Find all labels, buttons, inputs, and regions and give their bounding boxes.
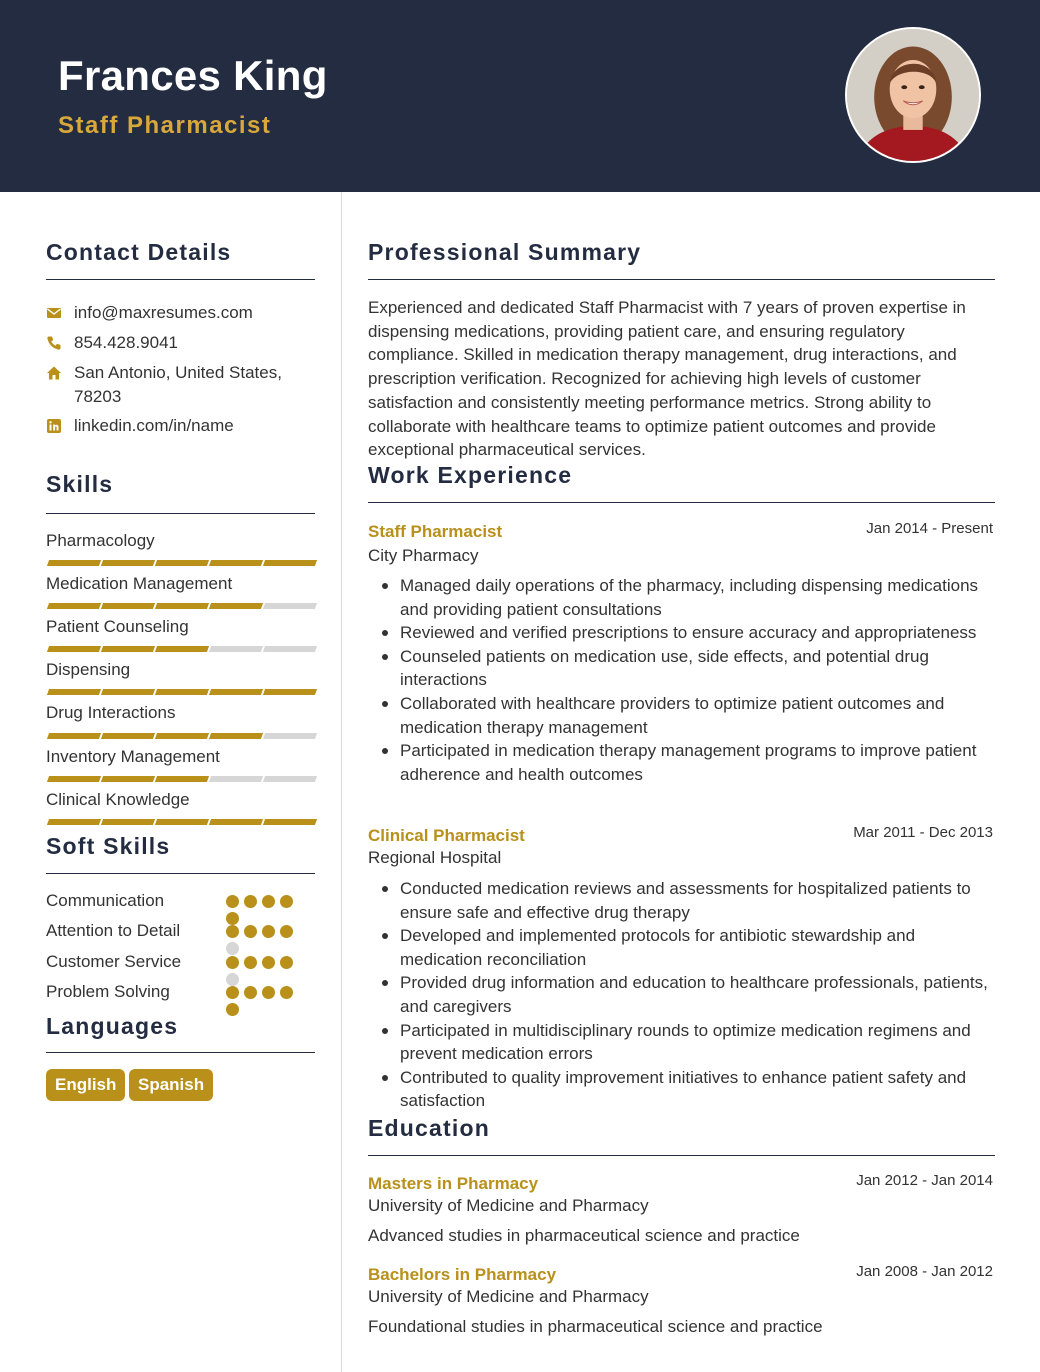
rating-dot-filled: [244, 956, 257, 969]
rating-dot-filled: [244, 895, 257, 908]
education-heading: Education: [368, 1115, 490, 1141]
skill-label: Clinical Knowledge: [46, 790, 190, 809]
skills-heading: Skills: [46, 471, 114, 497]
job-bullets: [380, 574, 996, 786]
skill-segment-filled: [155, 819, 209, 825]
list-item: Participated in medication therapy management programs to improve patient adherence and health outcomes: [380, 739, 996, 786]
rating-dot-empty: [226, 942, 239, 955]
skill-segment-filled: [47, 560, 101, 566]
job-organization: Regional Hospital: [368, 848, 502, 867]
degree-dates: Jan 2012 - Jan 2014: [856, 1172, 993, 1189]
languages-rule: [46, 1052, 315, 1053]
skill-segment-filled: [47, 646, 101, 652]
job-organization: City Pharmacy: [368, 546, 479, 565]
skill-label: Drug Interactions: [46, 703, 176, 722]
list-item: Counseled patients on medication use, side effects, and potential drug interactions: [380, 645, 996, 692]
experience-rule: [368, 502, 995, 503]
skill-segment-empty: [263, 733, 317, 739]
rating-dot-filled: [226, 986, 239, 999]
education-rule: [368, 1155, 995, 1156]
skill-segment-filled: [263, 560, 317, 566]
rating-dot-filled: [262, 895, 275, 908]
skill-label: Pharmacology: [46, 531, 155, 550]
skill-segment-filled: [263, 819, 317, 825]
soft-skill-rating: [226, 895, 298, 909]
rating-dot-filled: [244, 986, 257, 999]
skill-segment-empty: [209, 646, 263, 652]
contact-heading: Contact Details: [46, 239, 232, 265]
skill-label: Patient Counseling: [46, 617, 189, 636]
rating-dot-filled: [244, 925, 257, 938]
language-badge: Spanish: [129, 1069, 213, 1101]
job-dates: Mar 2011 - Dec 2013: [853, 824, 993, 841]
list-item: Conducted medication reviews and assessments for hospitalized patients to ensure safe and effective drug therapy: [380, 877, 996, 924]
job-dates: Jan 2014 - Present: [866, 520, 993, 537]
skills-rule: [46, 513, 315, 514]
list-item: Provided drug information and education to healthcare professionals, patients, and caregivers: [380, 971, 996, 1018]
rating-dot-filled: [262, 925, 275, 938]
skill-label: Inventory Management: [46, 747, 220, 766]
linkedin-icon: [46, 414, 74, 438]
rating-dot-filled: [226, 912, 239, 925]
job-role: Staff Pharmacist: [368, 522, 503, 541]
profile-photo: [845, 27, 981, 163]
rating-dot-filled: [226, 956, 239, 969]
rating-dot-filled: [226, 1003, 239, 1016]
soft-skill-rating: [226, 986, 298, 1000]
contact-linkedin-text: linkedin.com/in/name: [74, 416, 234, 435]
contact-address: [46, 361, 314, 409]
rating-dot-filled: [226, 895, 239, 908]
skill-meter: [46, 646, 314, 652]
rating-dot-filled: [280, 986, 293, 999]
skill-segment-filled: [47, 733, 101, 739]
contact-email-text: info@maxresumes.com: [74, 303, 253, 322]
job-bullets: [380, 877, 996, 1113]
skill-segment-filled: [209, 689, 263, 695]
degree-title: Bachelors in Pharmacy: [368, 1265, 557, 1284]
contact-phone-text: 854.428.9041: [74, 333, 178, 352]
skill-meter: [46, 733, 314, 739]
degree-description: Advanced studies in pharmaceutical science and practice: [368, 1226, 800, 1245]
soft-skill-label: Attention to Detail: [46, 921, 181, 940]
rating-dot-filled: [280, 895, 293, 908]
skill-segment-filled: [209, 603, 263, 609]
skill-meter: [46, 819, 314, 825]
home-icon: [46, 361, 74, 385]
soft-skill-label: Communication: [46, 891, 165, 910]
degree-dates: Jan 2008 - Jan 2012: [856, 1263, 993, 1280]
rating-dot-filled: [226, 925, 239, 938]
skill-segment-filled: [209, 733, 263, 739]
rating-dot-filled: [280, 956, 293, 969]
degree-title: Masters in Pharmacy: [368, 1174, 539, 1193]
skill-segment-filled: [155, 646, 209, 652]
list-item: Collaborated with healthcare providers to optimize patient outcomes and medication therapy management: [380, 692, 996, 739]
skill-segment-filled: [47, 819, 101, 825]
list-item: Participated in multidisciplinary rounds to optimize medication regimens and prevent medication errors: [380, 1019, 996, 1066]
skill-label: Medication Management: [46, 574, 233, 593]
summary-rule: [368, 279, 995, 280]
candidate-title: Staff Pharmacist: [58, 112, 272, 139]
list-item: Reviewed and verified prescriptions to ensure accuracy and appropriateness: [380, 621, 996, 645]
contact-address-text: San Antonio, United States, 78203: [74, 363, 282, 406]
summary-text: Experienced and dedicated Staff Pharmacist with 7 years of proven expertise in dispensing medications, providing patient care, and ensuring regulatory compliance. Skilled in medication therapy management, drug interactions, and prescription verification. Recognized for achieving high levels of customer satisfaction and consistently meeting performance metrics. Strong ability to collaborate with healthcare teams to optimize patient outcomes and provide exceptional pharmaceutical services.: [368, 298, 966, 460]
contact-phone[interactable]: [46, 331, 178, 355]
column-divider: [341, 192, 342, 1372]
soft-skill-label: Customer Service: [46, 952, 182, 971]
skill-segment-empty: [263, 776, 317, 782]
skill-segment-filled: [155, 733, 209, 739]
skill-segment-filled: [155, 689, 209, 695]
skill-segment-filled: [155, 560, 209, 566]
skill-segment-empty: [209, 776, 263, 782]
candidate-name: Frances King: [58, 52, 328, 99]
skill-meter: [46, 560, 314, 566]
school-name: University of Medicine and Pharmacy: [368, 1287, 649, 1306]
skill-segment-filled: [209, 819, 263, 825]
list-item: Developed and implemented protocols for antibiotic stewardship and medication reconciliation: [380, 924, 996, 971]
school-name: University of Medicine and Pharmacy: [368, 1196, 649, 1215]
skill-segment-filled: [47, 776, 101, 782]
skill-segment-filled: [101, 776, 155, 782]
skill-segment-filled: [209, 560, 263, 566]
skill-segment-filled: [155, 776, 209, 782]
skill-segment-filled: [101, 689, 155, 695]
contact-rule: [46, 279, 315, 280]
skill-segment-filled: [101, 733, 155, 739]
skill-segment-filled: [101, 560, 155, 566]
skill-meter: [46, 603, 314, 609]
soft-skills-rule: [46, 873, 315, 874]
list-item: Managed daily operations of the pharmacy, including dispensing medications and providing patient consultations: [380, 574, 996, 621]
envelope-icon: [46, 301, 74, 325]
degree-description: Foundational studies in pharmaceutical science and practice: [368, 1317, 823, 1336]
skill-segment-filled: [101, 819, 155, 825]
phone-icon: [46, 331, 74, 355]
languages-heading: Languages: [46, 1013, 179, 1039]
skill-segment-filled: [263, 689, 317, 695]
experience-heading: Work Experience: [368, 462, 573, 488]
language-badge: English: [46, 1069, 125, 1101]
list-item: Contributed to quality improvement initiatives to enhance patient safety and satisfaction: [380, 1066, 996, 1113]
skill-segment-empty: [263, 603, 317, 609]
soft-skill-label: Problem Solving: [46, 982, 170, 1001]
skill-label: Dispensing: [46, 660, 131, 679]
rating-dot-filled: [280, 925, 293, 938]
skill-segment-filled: [47, 603, 101, 609]
rating-dot-filled: [262, 956, 275, 969]
rating-dot-filled: [262, 986, 275, 999]
skill-meter: [46, 689, 314, 695]
soft-skills-heading: Soft Skills: [46, 833, 171, 859]
portrait-illustration: [847, 29, 979, 161]
rating-dot-empty: [226, 973, 239, 986]
contact-email[interactable]: [46, 301, 253, 325]
skill-segment-filled: [47, 689, 101, 695]
summary-heading: Professional Summary: [368, 239, 642, 265]
contact-linkedin[interactable]: [46, 414, 234, 438]
skill-segment-filled: [101, 603, 155, 609]
skill-segment-filled: [155, 603, 209, 609]
skill-meter: [46, 776, 314, 782]
job-role: Clinical Pharmacist: [368, 826, 525, 845]
soft-skill-rating: [226, 925, 298, 939]
skill-segment-filled: [101, 646, 155, 652]
soft-skill-rating: [226, 956, 298, 970]
skill-segment-empty: [263, 646, 317, 652]
